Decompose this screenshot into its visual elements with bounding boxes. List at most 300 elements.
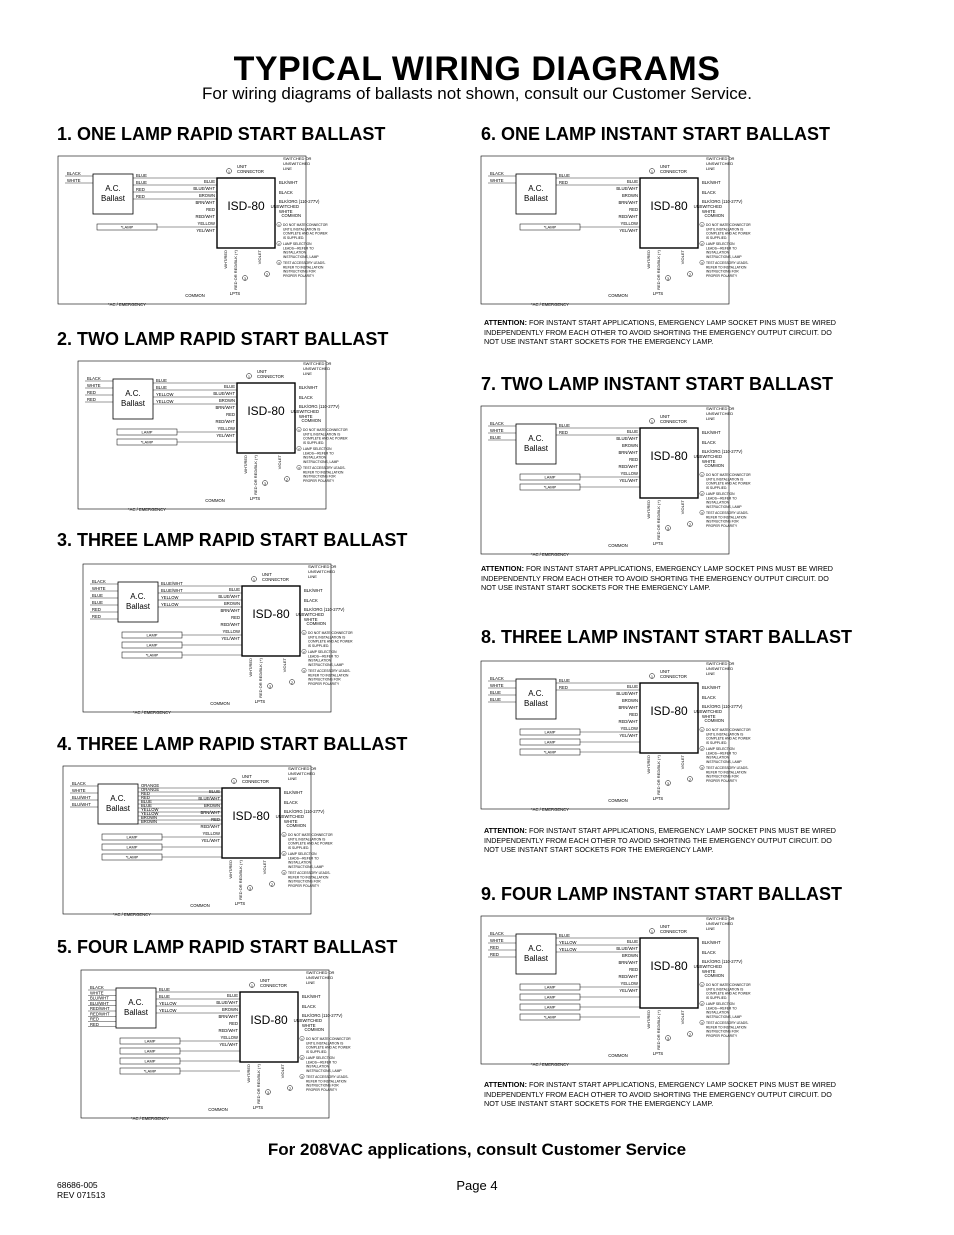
wiring-svg <box>77 355 348 515</box>
lpts-label: LPTS <box>652 1051 664 1056</box>
ballast-wire-label: YELLOW <box>161 595 179 600</box>
ballast-wire-label: BLUE <box>141 799 152 804</box>
note-text: IS SUPPLIED. <box>308 643 330 648</box>
note-text: LEADS—REFER TO <box>706 1006 737 1011</box>
lpts-label: LPTS <box>229 291 241 296</box>
callout-1-number: 1 <box>651 170 653 174</box>
switched-line-label: UNSWITCHED <box>288 771 316 776</box>
lead-label: WHT/RED <box>646 755 651 774</box>
page-number: Page 4 <box>456 1178 498 1193</box>
ballast-wire-label: YELLOW <box>159 1008 177 1013</box>
note-text: REFER TO INSTALLATION <box>706 265 747 270</box>
left-wire-label: BLUE <box>490 435 501 440</box>
ballast-wire-label: BLUE <box>136 173 147 178</box>
common-label: COMMON <box>304 1027 324 1032</box>
blk-wht-label: BLK/WHT <box>284 790 303 795</box>
lead-label: WHT/RED <box>243 455 248 474</box>
note-text: LAMP SELECTION <box>706 1002 735 1006</box>
callout-1-number: 1 <box>233 780 235 784</box>
wiring-diagram-4 <box>62 760 333 920</box>
wiring-svg <box>82 558 353 718</box>
blk-org-label: BLK/ORG (110-277V) <box>702 199 743 204</box>
isd-80-box <box>640 178 698 248</box>
ballast-wire-label: BLUE <box>559 423 570 428</box>
note-text: COMPLETE AND AC POWER <box>706 481 751 486</box>
ballast-wire-label: RED <box>136 194 145 199</box>
note-text: INSTRUCTIONS, LAMP <box>283 254 319 259</box>
note-text: TEST ACCESSORY LEADS- <box>706 1021 749 1025</box>
isd-80-label: ISD-80 <box>650 449 688 463</box>
note-text: TEST ACCESSORY LEADS- <box>308 669 351 673</box>
isd-wire-label: YEL/WHT <box>619 733 638 738</box>
note-text: TEST ACCESSORY LEADS- <box>303 466 346 470</box>
note-text: INSTALLATION <box>283 250 306 255</box>
note-text: IS SUPPLIED. <box>706 740 728 745</box>
unit-connector-label: CONNECTOR <box>262 577 289 582</box>
note-text: REFER TO INSTALLATION <box>288 875 329 880</box>
lamp-label: *LAMP <box>543 1014 557 1020</box>
left-wire-label: RED <box>87 390 96 395</box>
isd-wire-label: RED/WHT <box>618 464 638 469</box>
switched-line-label: LINE <box>308 574 317 579</box>
lamp-label: LAMP <box>544 739 556 745</box>
switched-line-label: LINE <box>706 926 715 931</box>
wiring-svg <box>57 150 328 310</box>
note-text: LEADS—REFER TO <box>283 246 314 251</box>
callout-3-number: 3 <box>667 782 669 786</box>
ballast-label: Ballast <box>105 804 131 813</box>
note-text: INSTRUCTIONS FOR <box>706 269 739 274</box>
common-bottom-label: COMMON <box>208 1107 228 1112</box>
callout-2-number: 2 <box>271 883 273 887</box>
note-text: INSTRUCTIONS FOR <box>706 519 739 524</box>
common-label: COMMON <box>301 418 321 423</box>
ballast-label: A.C. <box>528 944 544 953</box>
left-wire-label: BLACK <box>67 171 81 176</box>
callout-3-number: 3 <box>269 685 271 689</box>
callout-3-number: 3 <box>667 1037 669 1041</box>
note-text: INSTRUCTIONS FOR <box>303 474 336 479</box>
note-text: REFER TO INSTALLATION <box>283 265 324 270</box>
document-revision: REV 071513 <box>57 1190 106 1200</box>
note-text: REFER TO INSTALLATION <box>303 470 344 475</box>
ballast-wire-label: BLUE <box>141 803 152 808</box>
note-callout-number: 1 <box>303 631 305 635</box>
left-wire-label: BLUE <box>490 690 501 695</box>
note-text: LEADS—REFER TO <box>308 654 339 659</box>
isd-wire-label: BRN/WHT <box>618 705 638 710</box>
lead-label: RED OR RED/BLK (+) <box>233 250 238 290</box>
lamp-label: LAMP <box>126 834 138 840</box>
note-text: INSTRUCTIONS FOR <box>308 677 341 682</box>
note-text: TEST ACCESSORY LEADS- <box>306 1075 349 1079</box>
left-wire-label: BLACK <box>92 579 106 584</box>
left-wire-label: WHITE <box>90 990 104 996</box>
note-callout-number: 2 <box>701 1002 703 1006</box>
black-label: BLACK <box>279 190 293 195</box>
note-text: INSTALLATION <box>308 658 331 663</box>
isd-wire-label: BLUE/WHT <box>213 391 235 396</box>
unswitched-label: UNSWITCHED <box>275 814 304 819</box>
attention-label: ATTENTION: <box>484 318 527 327</box>
lpts-label: LPTS <box>254 699 266 704</box>
note-text: INSTRUCTIONS, LAMP <box>706 1014 742 1019</box>
isd-wire-label: BLUE/WHT <box>198 796 220 801</box>
left-wire-label: BLUE <box>92 600 103 605</box>
attention-text: FOR INSTANT START APPLICATIONS, EMERGENCY LAMP SOCKET PINS MUST BE WIRED INDEPENDENTLY FROM EACH OTHER TO AVOID SHORTING THE EMERGENCY OUTPUT CIRCUIT. DO NOT USE INSTANT START SOCKETS FOR THE EMERGENCY LAMP. <box>484 826 836 854</box>
note-callout-number: 1 <box>301 1037 303 1041</box>
callout-1-number: 1 <box>228 170 230 174</box>
lpts-label: LPTS <box>652 796 664 801</box>
attention-text: FOR INSTANT START APPLICATIONS, EMERGENCY LAMP SOCKET PINS MUST BE WIRED INDEPENDENTLY FROM EACH OTHER TO AVOID SHORTING THE EMERGENCY OUTPUT CIRCUIT. DO NOT USE INSTANT START SOCKETS FOR THE EMERGENCY LAMP. <box>484 318 836 346</box>
switched-line-label: UNSWITCHED <box>706 161 734 166</box>
ac-emergency-label: *AC / EMERGENCY <box>531 807 569 812</box>
blk-wht-label: BLK/WHT <box>702 430 721 435</box>
ballast-wire-label: BLUE <box>136 180 147 185</box>
left-wire-label: RED <box>87 397 96 402</box>
attention-note-8 <box>484 826 844 855</box>
note-text: REFER TO INSTALLATION <box>706 770 747 775</box>
left-wire-label: BLACK <box>72 781 86 786</box>
lamp-label: LAMP <box>146 632 158 638</box>
switched-line-label: UNSWITCHED <box>706 411 734 416</box>
left-wire-label: BLUE <box>490 697 501 702</box>
ballast-label: Ballast <box>125 602 151 611</box>
ballast-wire-label: RED <box>559 180 568 185</box>
white-label: WHITE <box>279 209 293 214</box>
unit-connector-label: UNIT <box>237 164 247 169</box>
ballast-wire-label: RED <box>559 685 568 690</box>
wiring-svg <box>480 655 751 815</box>
lamp-label: *LAMP <box>143 1068 157 1074</box>
white-label: WHITE <box>702 714 716 719</box>
lpts-label: LPTS <box>249 496 261 501</box>
lamp-label: LAMP <box>544 1004 556 1010</box>
switched-line-label: SWITCHED OR <box>706 406 735 411</box>
note-text: UNTIL INSTALLATION IS <box>303 432 341 437</box>
lead-label: RED OR RED/BLK (+) <box>258 658 263 698</box>
isd-wire-label: RED/WHT <box>618 974 638 979</box>
attention-label: ATTENTION: <box>484 1080 527 1089</box>
common-label: COMMON <box>281 213 301 218</box>
left-wire-label: BLU/WHT <box>90 995 109 1001</box>
callout-2-number: 2 <box>286 478 288 482</box>
isd-wire-label: BRN/WHT <box>215 405 235 410</box>
note-callout-number: 2 <box>298 447 300 451</box>
note-text: INSTRUCTIONS, LAMP <box>303 459 339 464</box>
blk-org-label: BLK/ORG (110-277V) <box>299 404 340 409</box>
isd-wire-label: BLUE/WHT <box>616 691 638 696</box>
note-callout-number: 2 <box>701 242 703 246</box>
document-id <box>57 1180 105 1200</box>
ballast-wire-label: ORANGE <box>141 787 160 792</box>
common-label: COMMON <box>704 213 724 218</box>
ballast-label: A.C. <box>528 184 544 193</box>
unswitched-label: UNSWITCHED <box>295 612 324 617</box>
switched-line-label: LINE <box>283 166 292 171</box>
unswitched-label: UNSWITCHED <box>693 454 722 459</box>
left-wire-label: BLACK <box>490 931 504 936</box>
note-text: LEADS—REFER TO <box>706 751 737 756</box>
note-text: UNTIL INSTALLATION IS <box>706 987 744 992</box>
ballast-wire-label: YELLOW <box>141 807 159 812</box>
ballast-wire-label: ORANGE <box>141 783 160 788</box>
ballast-wire-label: YELLOW <box>156 392 174 397</box>
unit-connector-label: CONNECTOR <box>660 169 687 174</box>
lead-label: VIOLET <box>680 1010 685 1025</box>
section-title-4: 4. THREE LAMP RAPID START BALLAST <box>57 734 408 754</box>
isd-wire-label: BROWN <box>198 193 215 198</box>
isd-wire-label: YELLOW <box>620 981 638 986</box>
switched-line-label: SWITCHED OR <box>706 661 735 666</box>
attention-note-9 <box>484 1080 844 1109</box>
left-wire-label: WHITE <box>490 683 504 688</box>
isd-wire-label: BLUE/WHT <box>216 1000 238 1005</box>
note-text: INSTRUCTIONS, LAMP <box>706 504 742 509</box>
note-text: LAMP SELECTION <box>706 747 735 751</box>
note-text: PROPER POLARITY <box>308 681 340 686</box>
page-subtitle: For wiring diagrams of ballasts not shown, consult our Customer Service. <box>202 84 752 103</box>
ballast-label: A.C. <box>110 794 126 803</box>
note-callout-number: 2 <box>303 650 305 654</box>
left-wire-label: BLU/WHT <box>90 1000 109 1006</box>
ballast-wire-label: YELLOW <box>559 940 577 945</box>
lamp-label: LAMP <box>144 1058 156 1064</box>
note-text: INSTRUCTIONS FOR <box>306 1083 339 1088</box>
isd-wire-label: BROWN <box>218 398 235 403</box>
isd-wire-label: BLUE/WHT <box>616 946 638 951</box>
left-wire-label: RED <box>92 614 101 619</box>
note-text: TEST ACCESSORY LEADS- <box>706 766 749 770</box>
note-text: INSTALLATION <box>706 755 729 760</box>
note-text: DO NOT MATE CONNECTOR <box>706 728 751 732</box>
lead-label: WHT/RED <box>646 500 651 519</box>
lead-label: VIOLET <box>282 658 287 673</box>
attention-note-7 <box>481 564 841 593</box>
blk-org-label: BLK/ORG (110-277V) <box>702 704 743 709</box>
wiring-svg <box>480 400 751 560</box>
lamp-label: LAMP <box>141 429 153 435</box>
blk-wht-label: BLK/WHT <box>702 685 721 690</box>
note-text: INSTRUCTIONS FOR <box>706 774 739 779</box>
note-text: IS SUPPLIED. <box>283 235 305 240</box>
note-text: INSTALLATION <box>706 500 729 505</box>
lead-label: RED OR RED/BLK (+) <box>253 455 258 495</box>
attention-note-6 <box>484 318 844 347</box>
unit-connector-label: UNIT <box>660 924 670 929</box>
ballast-wire-label: YELLOW <box>161 602 179 607</box>
left-wire-label: BLACK <box>490 676 504 681</box>
callout-1-number: 1 <box>651 675 653 679</box>
wiring-diagram-1 <box>57 150 328 310</box>
note-text: INSTALLATION <box>303 455 326 460</box>
isd-wire-label: YELLOW <box>202 831 220 836</box>
lpts-label: LPTS <box>234 901 246 906</box>
switched-line-label: SWITCHED OR <box>303 361 332 366</box>
note-text: LAMP SELECTION <box>306 1056 335 1060</box>
ballast-wire-label: BROWN <box>141 815 158 820</box>
note-text: REFER TO INSTALLATION <box>308 673 349 678</box>
isd-80-label: ISD-80 <box>650 704 688 718</box>
note-text: UNTIL INSTALLATION IS <box>288 837 326 842</box>
note-text: DO NOT MATE CONNECTOR <box>306 1037 351 1041</box>
isd-80-label: ISD-80 <box>250 1013 288 1027</box>
lamp-label: LAMP <box>544 994 556 1000</box>
blk-wht-label: BLK/WHT <box>304 588 323 593</box>
lamp-label: *LAMP <box>145 652 159 658</box>
ac-emergency-label: *AC / EMERGENCY <box>131 1116 169 1121</box>
isd-wire-label: YEL/WHT <box>619 228 638 233</box>
switched-line-label: SWITCHED OR <box>306 970 335 975</box>
black-label: BLACK <box>702 950 716 955</box>
isd-wire-label: RED/WHT <box>618 719 638 724</box>
left-wire-label: WHITE <box>72 788 86 793</box>
lead-label: RED OR RED/BLK (+) <box>656 250 661 290</box>
note-text: DO NOT MATE CONNECTOR <box>706 983 751 987</box>
note-text: LEADS—REFER TO <box>706 496 737 501</box>
lead-label: VIOLET <box>257 250 262 265</box>
blk-org-label: BLK/ORG (110-277V) <box>302 1013 343 1018</box>
black-label: BLACK <box>302 1004 316 1009</box>
ballast-wire-label: YELLOW <box>559 947 577 952</box>
blk-org-label: BLK/ORG (110-277V) <box>279 199 320 204</box>
isd-wire-label: BLUE <box>627 179 638 184</box>
note-text: LAMP SELECTION <box>308 650 337 654</box>
isd-wire-label: BLUE <box>204 179 215 184</box>
note-text: UNTIL INSTALLATION IS <box>283 227 321 232</box>
note-text: LEADS—REFER TO <box>288 856 319 861</box>
note-text: PROPER POLARITY <box>288 883 320 888</box>
isd-wire-label: RED <box>231 615 240 620</box>
note-text: LAMP SELECTION <box>303 447 332 451</box>
unswitched-label: UNSWITCHED <box>290 409 319 414</box>
note-text: INSTRUCTIONS FOR <box>706 1029 739 1034</box>
note-text: PROPER POLARITY <box>283 273 315 278</box>
note-callout-number: 1 <box>701 728 703 732</box>
blk-wht-label: BLK/WHT <box>702 940 721 945</box>
note-text: INSTRUCTIONS, LAMP <box>308 662 344 667</box>
lamp-label: LAMP <box>144 1038 156 1044</box>
isd-wire-label: BROWN <box>223 601 240 606</box>
black-label: BLACK <box>702 695 716 700</box>
note-text: IS SUPPLIED. <box>706 485 728 490</box>
note-callout-number: 3 <box>303 669 305 673</box>
note-callout-number: 3 <box>701 766 703 770</box>
isd-wire-label: RED/WHT <box>618 214 638 219</box>
common-bottom-label: COMMON <box>608 798 628 803</box>
note-text: IS SUPPLIED. <box>288 845 310 850</box>
isd-wire-label: BLUE <box>224 384 235 389</box>
isd-wire-label: BLUE/WHT <box>218 594 240 599</box>
note-text: INSTALLATION <box>306 1064 329 1069</box>
note-text: COMPLETE AND AC POWER <box>283 231 328 236</box>
switched-line-label: UNSWITCHED <box>706 921 734 926</box>
isd-wire-label: BLUE <box>227 993 238 998</box>
switched-line-label: SWITCHED OR <box>283 156 312 161</box>
ballast-label: A.C. <box>528 689 544 698</box>
callout-1-number: 1 <box>651 930 653 934</box>
ballast-label: Ballast <box>523 194 549 203</box>
isd-wire-label: RED/WHT <box>215 419 235 424</box>
switched-line-label: LINE <box>706 416 715 421</box>
isd-wire-label: RED <box>629 457 638 462</box>
white-label: WHITE <box>299 414 313 419</box>
ac-emergency-label: *AC / EMERGENCY <box>108 302 146 307</box>
isd-wire-label: YELLOW <box>620 726 638 731</box>
left-wire-label: RED <box>90 1016 99 1022</box>
note-text: LEADS—REFER TO <box>706 246 737 251</box>
black-label: BLACK <box>284 800 298 805</box>
isd-wire-label: YELLOW <box>197 221 215 226</box>
unit-connector-label: CONNECTOR <box>660 419 687 424</box>
note-callout-number: 3 <box>283 871 285 875</box>
isd-80-box <box>640 938 698 1008</box>
isd-wire-label: BLUE <box>627 429 638 434</box>
isd-wire-label: YEL/WHT <box>619 988 638 993</box>
isd-wire-label: YEL/WHT <box>201 838 220 843</box>
blk-org-label: BLK/ORG (110-277V) <box>304 607 345 612</box>
note-text: INSTALLATION <box>706 250 729 255</box>
lead-label: VIOLET <box>680 755 685 770</box>
common-label: COMMON <box>704 973 724 978</box>
note-callout-number: 3 <box>701 261 703 265</box>
left-wire-label: RED <box>490 952 499 957</box>
isd-80-label: ISD-80 <box>247 404 285 418</box>
left-wire-label: BLACK <box>87 376 101 381</box>
isd-wire-label: BRN/WHT <box>218 1014 238 1019</box>
isd-80-label: ISD-80 <box>227 199 265 213</box>
lamp-label: *LAMP <box>543 749 557 755</box>
unit-connector-label: UNIT <box>660 164 670 169</box>
lamp-label: LAMP <box>544 729 556 735</box>
note-text: COMPLETE AND AC POWER <box>706 991 751 996</box>
switched-line-label: SWITCHED OR <box>308 564 337 569</box>
section-title-9: 9. FOUR LAMP INSTANT START BALLAST <box>481 884 842 904</box>
note-text: TEST ACCESSORY LEADS- <box>706 261 749 265</box>
left-wire-label: WHITE <box>490 178 504 183</box>
ballast-wire-label: BLUE <box>559 678 570 683</box>
isd-wire-label: YELLOW <box>620 221 638 226</box>
section-title-1: 1. ONE LAMP RAPID START BALLAST <box>57 124 386 144</box>
unswitched-label: UNSWITCHED <box>693 204 722 209</box>
common-label: COMMON <box>306 621 326 626</box>
ballast-wire-label: RED <box>141 791 150 796</box>
note-callout-number: 1 <box>701 223 703 227</box>
lpts-label: LPTS <box>652 291 664 296</box>
isd-wire-label: RED <box>206 207 215 212</box>
left-wire-label: RED/WHT <box>90 1011 110 1017</box>
isd-wire-label: BROWN <box>621 953 638 958</box>
note-text: INSTRUCTIONS, LAMP <box>306 1068 342 1073</box>
lamp-label: LAMP <box>544 984 556 990</box>
isd-wire-label: BLUE <box>229 587 240 592</box>
ballast-label: A.C. <box>528 434 544 443</box>
white-label: WHITE <box>702 209 716 214</box>
lead-label: VIOLET <box>680 250 685 265</box>
ballast-wire-label: BLUE <box>559 173 570 178</box>
note-callout-number: 3 <box>701 1021 703 1025</box>
unswitched-label: UNSWITCHED <box>270 204 299 209</box>
callout-2-number: 2 <box>289 1087 291 1091</box>
ballast-label: A.C. <box>125 389 141 398</box>
isd-wire-label: YELLOW <box>217 426 235 431</box>
switched-line-label: SWITCHED OR <box>288 766 317 771</box>
left-wire-label: BLU/WHT <box>72 802 91 807</box>
unit-connector-label: CONNECTOR <box>257 374 284 379</box>
ac-emergency-label: *AC / EMERGENCY <box>133 710 171 715</box>
wiring-diagram-5 <box>80 964 351 1124</box>
isd-wire-label: RED/WHT <box>200 824 220 829</box>
